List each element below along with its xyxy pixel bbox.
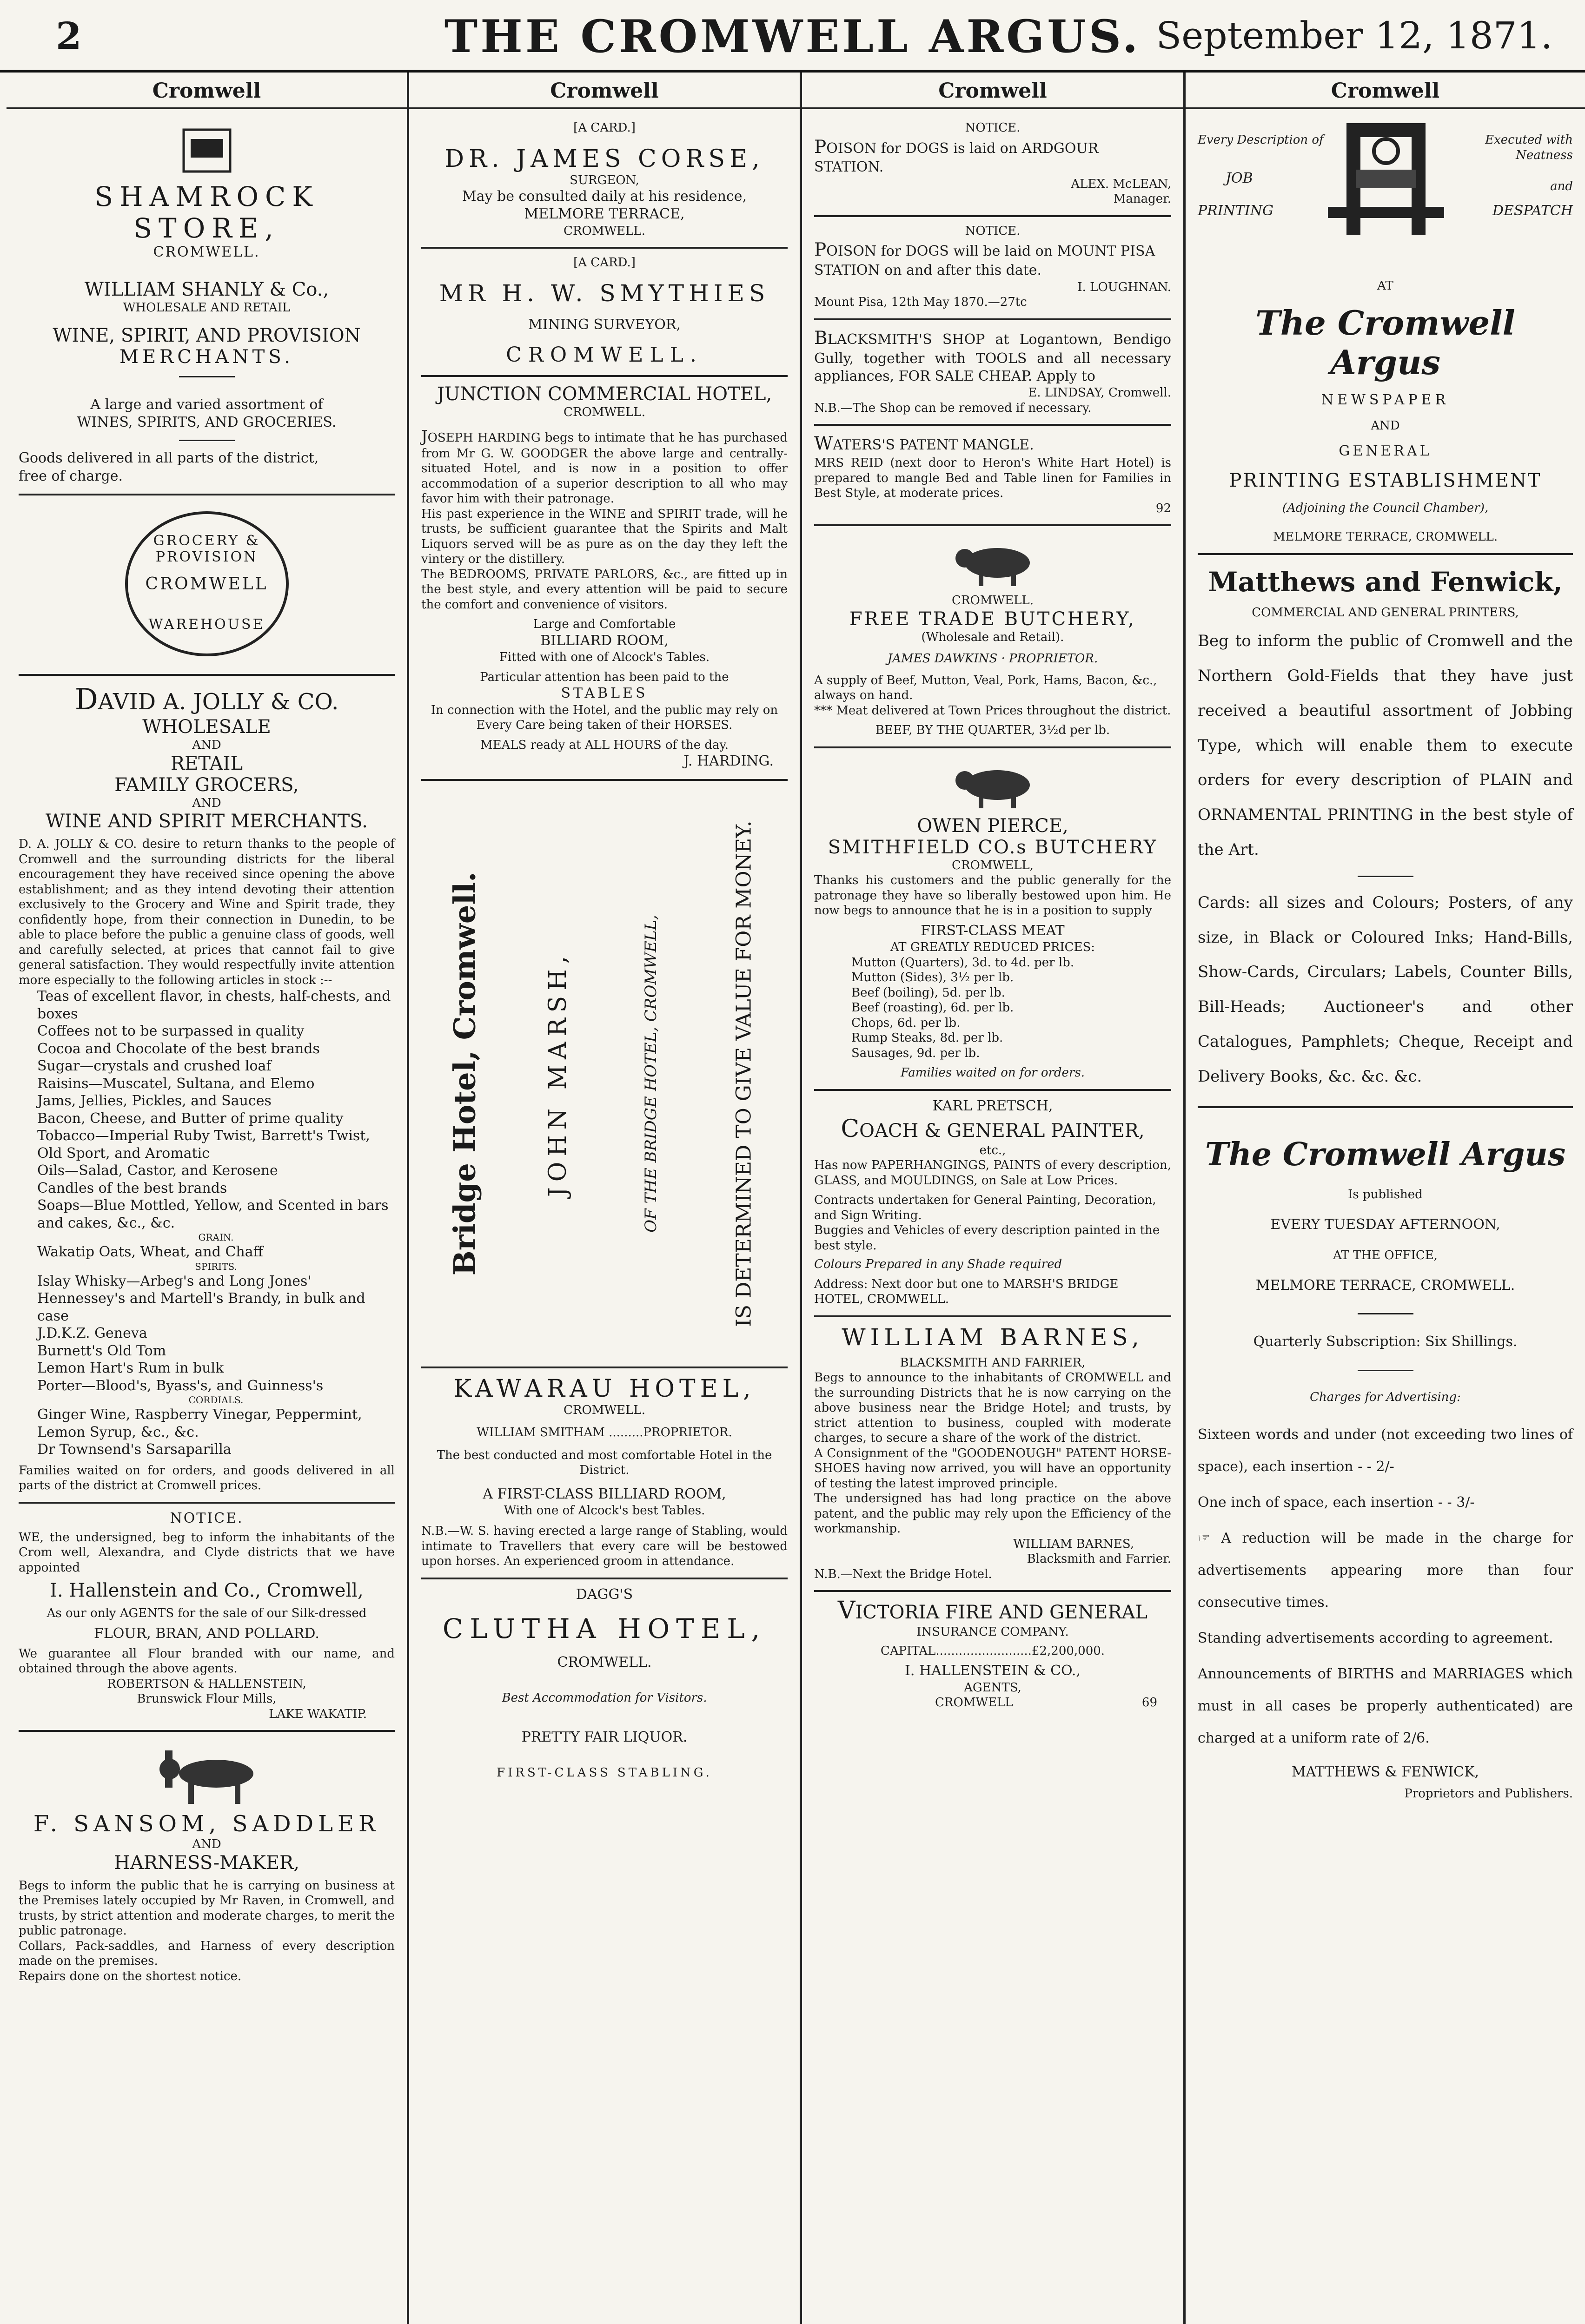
jp-paper: The Cromwell Argus bbox=[1255, 303, 1515, 382]
list-item: Soaps—Blue Mottled, Yellow, and Scented in bars and cakes, &c., &c. bbox=[37, 1197, 389, 1231]
ftb-p3: BEEF, BY THE QUARTER, 3½d per lb. bbox=[875, 723, 1110, 738]
vic-agent: I. HALLENSTEIN & CO., bbox=[905, 1663, 1081, 1679]
junction-l4: Particular attention has been paid to the bbox=[480, 670, 729, 684]
clutha-liq: PRETTY FAIR LIQUOR. bbox=[521, 1729, 688, 1746]
kawarau-p1: The best conducted and most comfortable Hotel in the District. bbox=[437, 1448, 772, 1478]
mf-title: Matthews and Fenwick, bbox=[1208, 566, 1563, 598]
poison1-head: NOTICE. bbox=[965, 121, 1021, 135]
price-row: Rump Steaks, 8d. per lb. bbox=[851, 1031, 1003, 1045]
page-number: 2 bbox=[56, 14, 82, 58]
price-row: Beef (boiling), 5d. per lb. bbox=[851, 985, 1005, 1000]
poison2-head: NOTICE. bbox=[965, 224, 1021, 238]
pretsch-title: COACH & GENERAL PAINTER, bbox=[841, 1115, 1145, 1143]
notice-body3: We guarantee all Flour branded with our name, and obtained through the above agents. bbox=[19, 1646, 395, 1676]
barnes-p1: Begs to announce to the inhabitants of CROMWELL and the surrounding Districts that he is now carrying on the above business near the Bridge Hotel; and trusts, by strict attention to business, coupled with moderate charges, to secure a share of the work of the district. bbox=[814, 1371, 1171, 1446]
barnes-ad bbox=[814, 1317, 1171, 1592]
jp-est: PRINTING ESTABLISHMENT bbox=[1229, 469, 1542, 491]
sf-meat: FIRST-CLASS MEAT bbox=[921, 922, 1065, 939]
list-item: Cocoa and Chocolate of the best brands bbox=[37, 1040, 320, 1057]
column-4-head: Cromwell bbox=[1186, 73, 1585, 109]
clutha-stab: FIRST-CLASS STABLING. bbox=[497, 1765, 712, 1780]
price-list bbox=[814, 955, 1171, 1061]
bs-nb: N.B.—The Shop can be removed if necessary. bbox=[814, 401, 1092, 415]
stamp-bot: WAREHOUSE bbox=[148, 616, 265, 633]
divider bbox=[179, 440, 235, 441]
list-item: Tobacco—Imperial Ruby Twist, Barrett's Twist, Old Sport, and Aromatic bbox=[37, 1128, 370, 1162]
shamrock-desc1: A large and varied assortment of bbox=[90, 396, 323, 413]
printing-press-icon bbox=[1328, 114, 1449, 244]
price-row: Chops, 6d. per lb. bbox=[851, 1016, 961, 1030]
shamrock-sub: WHOLESALE AND RETAIL bbox=[123, 301, 291, 315]
jolly-t1: WHOLESALE bbox=[142, 716, 271, 738]
column-1-head: Cromwell bbox=[7, 73, 407, 109]
jp-r3: DESPATCH bbox=[1492, 203, 1573, 219]
junction-l5: STABLES bbox=[561, 685, 648, 702]
mangle-ad bbox=[814, 426, 1171, 526]
divider bbox=[1358, 1313, 1413, 1314]
corse-addr: MELMORE TERRACE, bbox=[524, 206, 685, 223]
clutha-town: CROMWELL. bbox=[557, 1654, 652, 1671]
jolly-ad bbox=[19, 676, 395, 1504]
corse-town: CROMWELL. bbox=[564, 224, 645, 238]
junction-l8: MEALS ready at ALL HOURS of the day. bbox=[480, 738, 729, 752]
list-item: Wakatip Oats, Wheat, and Chaff bbox=[37, 1244, 263, 1261]
sansom-body: Begs to inform the public that he is carrying on business at the Premises lately occupied by Mr Raven, in Cromwell, and trusts, by strict attention and moderate charges, to merit the public patronage. bbox=[19, 1878, 395, 1938]
ox-icon bbox=[946, 759, 1039, 811]
corse-card bbox=[421, 114, 788, 249]
barnes-sign: WILLIAM BARNES, bbox=[1013, 1537, 1134, 1551]
clutha-acc: Best Accommodation for Visitors. bbox=[502, 1690, 707, 1705]
junction-l6: In connection with the Hotel, and the public may rely on bbox=[431, 703, 778, 717]
list-item: Teas of excellent flavor, in chests, half-chests, and boxes bbox=[37, 988, 391, 1022]
kawarau-hotel-ad bbox=[421, 1368, 788, 1579]
ftb-town: CROMWELL. bbox=[952, 594, 1034, 608]
list-item: Sugar—crystals and crushed loaf bbox=[37, 1058, 272, 1075]
vic-sub: INSURANCE COMPANY. bbox=[916, 1625, 1069, 1639]
vic-town: CROMWELL bbox=[935, 1696, 1013, 1710]
poison2-date: Mount Pisa, 12th May 1870.—27tc bbox=[814, 295, 1027, 310]
divider bbox=[179, 376, 235, 377]
junction-p3: The BEDROOMS, PRIVATE PARLORS, &c., are fitted up in the best style, and every attention will be paid to secure the comfort and convenience of visitors. bbox=[421, 567, 788, 612]
junction-town: CROMWELL. bbox=[564, 405, 645, 420]
kawarau-p2: A FIRST-CLASS BILLIARD ROOM, bbox=[483, 1486, 726, 1502]
argus-charges: Charges for Advertising: bbox=[1310, 1390, 1461, 1404]
clutha-dagg: DAGG'S bbox=[576, 1586, 633, 1603]
argus-sign: MATTHEWS & FENWICK, bbox=[1291, 1764, 1479, 1781]
poison1-name: ALEX. McLEAN, bbox=[1071, 177, 1171, 191]
jolly-t3: RETAIL bbox=[170, 753, 243, 774]
kawarau-title: KAWARAU HOTEL, bbox=[453, 1374, 756, 1403]
pretsch-ad bbox=[814, 1091, 1171, 1317]
list-item: Raisins—Muscatel, Sultana, and Elemo bbox=[37, 1075, 315, 1092]
kawarau-prop: WILLIAM SMITHAM .........PROPRIETOR. bbox=[477, 1426, 732, 1440]
poison1-title: Manager. bbox=[1113, 192, 1171, 206]
stamp-mid: CROMWELL bbox=[145, 574, 268, 594]
smithfield-butchery-ad bbox=[814, 748, 1171, 1091]
price-row: Sausages, 9d. per lb. bbox=[851, 1046, 980, 1060]
junction-l7: Every Care being taken of their HORSES. bbox=[476, 718, 733, 733]
column-2-head: Cromwell bbox=[409, 73, 800, 109]
argus-at: AT THE OFFICE, bbox=[1333, 1248, 1438, 1262]
horse-icon bbox=[146, 1741, 267, 1806]
vic-num: 69 bbox=[1141, 1696, 1157, 1710]
argus-when: EVERY TUESDAY AFTERNOON, bbox=[1270, 1216, 1500, 1233]
corse-title: SURGEON, bbox=[570, 173, 639, 187]
list-item: Bacon, Cheese, and Butter of prime quality bbox=[37, 1110, 344, 1127]
poison-ardgour bbox=[814, 114, 1171, 217]
barnes-trade: BLACKSMITH AND FARRIER, bbox=[900, 1355, 1086, 1370]
junction-p1: JOSEPH HARDING begs to intimate that he has purchased from Mr G. W. GOODGER the above large and centrally-situated Hotel, and is now in a position to offer accommodation of a superior description to all who may favor him with their patronage. bbox=[421, 427, 788, 506]
printing-establishment-ad bbox=[1198, 272, 1573, 555]
vic-agents: AGENTS, bbox=[964, 1680, 1021, 1695]
jolly-footer: Families waited on for orders, and goods delivered in all parts of the district at Cromwell prices. bbox=[19, 1463, 395, 1493]
bs-sign: E. LINDSAY, Cromwell. bbox=[1028, 386, 1171, 400]
corse-card-label: [A CARD.] bbox=[573, 121, 636, 135]
ox-icon bbox=[946, 537, 1039, 588]
bridge-hotel-ad bbox=[421, 781, 788, 1368]
argus-c4: Standing advertisements according to agreement. bbox=[1198, 1630, 1553, 1647]
poison1-text: POISON for DOGS is laid on ARDGOUR STATION. bbox=[814, 136, 1099, 176]
argus-c5: Announcements of BIRTHS and MARRIAGES which must in all cases be properly authenticated) are charged at a uniform rate of 2/6. bbox=[1198, 1666, 1573, 1747]
price-row: Mutton (Quarters), 3d. to 4d. per lb. bbox=[851, 955, 1074, 970]
sansom-body2: Collars, Pack-saddles, and Harness of every description made on the premises. bbox=[19, 1939, 395, 1968]
jolly-body: D. A. JOLLY & CO. desire to return thanks to the people of Cromwell and the surrounding districts for the liberal encouragement they have received since opening the above establishment; and as they intend devoting their attention exclusively to the Grocery and Wine and Spirit trade, they confidently hope, from their connection in Dunedin, to be able to place before the public a genuine class of goods, well and carefully selected, at prices that cannot fail to give general satisfaction. They would respectfully invite attention more especially to the following articles in stock :-- bbox=[19, 837, 395, 987]
sf-title: SMITHFIELD CO.s BUTCHERY bbox=[828, 836, 1158, 858]
bs-text: BLACKSMITH'S SHOP at Logantown, Bendigo Gully, together with TOOLS and all necessary appliances, FOR SALE CHEAP. Apply to bbox=[814, 327, 1171, 384]
mf-p1: Beg to inform the public of Cromwell and the Northern Gold-Fields that they have just received a beautiful assortment of Jobbing Type, which will enable them to execute orders for every description of PLAIN and ORNAMENTAL PRINTING in the best style of the Art. bbox=[1198, 632, 1573, 859]
smythies-title: MINING SURVEYOR, bbox=[528, 316, 681, 333]
list-item: Lemon Hart's Rum in bulk bbox=[37, 1360, 224, 1377]
jp-adj: (Adjoining the Council Chamber), bbox=[1282, 501, 1489, 515]
column-3 bbox=[802, 73, 1186, 2324]
list-item: Hennessey's and Martell's Brandy, in bulk and case bbox=[37, 1290, 365, 1324]
mf-sub: COMMERCIAL AND GENERAL PRINTERS, bbox=[1252, 605, 1519, 620]
list-item: Islay Whisky—Arbeg's and Long Jones' bbox=[37, 1273, 312, 1289]
warehouse-stamp bbox=[125, 511, 289, 656]
divider bbox=[1358, 876, 1413, 877]
jolly-t4: FAMILY GROCERS, bbox=[114, 774, 299, 796]
list-item: J.D.K.Z. Geneva bbox=[37, 1325, 147, 1342]
ftb-sub: (Wholesale and Retail). bbox=[921, 630, 1064, 644]
jp-news: NEWSPAPER bbox=[1321, 391, 1450, 408]
list-item: Candles of the best brands bbox=[37, 1180, 227, 1196]
shamrock-title: SHAMROCK STORE, bbox=[94, 181, 319, 244]
issue-date: September 12, 1871. bbox=[1156, 14, 1552, 57]
corse-text: May be consulted daily at his residence, bbox=[462, 188, 747, 205]
vic-cap: CAPITAL.........................£2,200,000. bbox=[880, 1644, 1105, 1658]
argus-pub: Is published bbox=[1348, 1187, 1423, 1202]
jp-addr: MELMORE TERRACE, CROMWELL. bbox=[1273, 530, 1498, 544]
notice-goods: FLOUR, BRAN, AND POLLARD. bbox=[94, 1625, 319, 1642]
junction-title: JUNCTION COMMERCIAL HOTEL, bbox=[437, 383, 772, 405]
bridge-v1: Bridge Hotel, Cromwell. bbox=[447, 872, 483, 1275]
column-3-head: Cromwell bbox=[802, 73, 1183, 109]
sansom-body3: Repairs done on the shortest notice. bbox=[19, 1969, 242, 1983]
smythies-town: CROMWELL. bbox=[506, 343, 703, 367]
column-4 bbox=[1186, 73, 1585, 2324]
sf-at: AT GREATLY REDUCED PRICES: bbox=[890, 940, 1095, 955]
pretsch-name: KARL PRETSCH, bbox=[932, 1097, 1053, 1114]
notice-body2: As our only AGENTS for the sale of our Silk-dressed bbox=[46, 1606, 367, 1621]
poison2-text: POISON for DOGS will be laid on MOUNT PISA STATION on and after this date. bbox=[814, 239, 1155, 279]
jp-l2: JOB bbox=[1226, 170, 1253, 186]
argus-props: Proprietors and Publishers. bbox=[1404, 1786, 1573, 1801]
ftb-p1: A supply of Beef, Mutton, Veal, Pork, Hams, Bacon, &c., always on hand. bbox=[814, 673, 1157, 703]
jp-gen: GENERAL bbox=[1339, 443, 1432, 460]
junction-l1: Large and Comfortable bbox=[533, 617, 676, 632]
argus-title: The Cromwell Argus bbox=[1205, 1136, 1566, 1173]
notice-place: LAKE WAKATIP. bbox=[269, 1707, 367, 1721]
sf-owner: OWEN PIERCE, bbox=[917, 815, 1068, 837]
shamrock-desc2: WINES, SPIRITS, AND GROCERIES. bbox=[77, 414, 337, 430]
jolly-items bbox=[19, 988, 395, 1459]
column-2 bbox=[409, 73, 802, 2324]
mf-p2: Cards: all sizes and Colours; Posters, of any size, in Black or Coloured Inks; Hand-Bills, Show-Cards, Circulars; Labels, Counter Bills, Bill-Heads; Auctioneer's and other Catalogues, Pamphlets; Cheque, Receipt and Delivery Books, &c. &c. &c. bbox=[1198, 893, 1573, 1086]
list-item: Oils—Salad, Castor, and Kerosene bbox=[37, 1162, 278, 1179]
barnes-p2: A Consignment of the "GOODENOUGH" PATENT HORSE-SHOES having now arrived, you will have an opportunity of testing the latest improved principle. bbox=[814, 1446, 1171, 1491]
shamrock-store-ad bbox=[19, 114, 395, 495]
clutha-hotel-ad bbox=[421, 1579, 788, 1780]
jolly-t6: WINE AND SPIRIT MERCHANTS. bbox=[46, 811, 368, 832]
jp-r1: Executed with Neatness bbox=[1485, 133, 1573, 162]
crate-icon bbox=[174, 125, 239, 176]
blacksmith-shop-ad bbox=[814, 320, 1171, 426]
sansom-ad bbox=[19, 1732, 395, 1984]
pretsch-p1: Has now PAPERHANGINGS, PAINTS of every description, GLASS, and MOULDINGS, on Sale at Low Prices. bbox=[814, 1158, 1171, 1188]
newspaper-title: THE CROMWELL ARGUS. bbox=[444, 10, 1141, 63]
poison-mount-pisa bbox=[814, 217, 1171, 320]
job-printing-block bbox=[1198, 114, 1573, 272]
junction-hotel-ad bbox=[421, 377, 788, 780]
sf-town: CROMWELL, bbox=[952, 858, 1034, 872]
jp-and: AND bbox=[1371, 418, 1400, 433]
victoria-insurance-ad bbox=[814, 1592, 1171, 1710]
barnes-nb: N.B.—Next the Bridge Hotel. bbox=[814, 1567, 992, 1581]
list-item: Porter—Blood's, Byass's, and Guinness's bbox=[37, 1377, 324, 1394]
smythies-name: MR H. W. SMYTHIES bbox=[439, 279, 770, 307]
shamrock-line2: MERCHANTS. bbox=[119, 346, 294, 368]
bridge-v2: JOHN MARSH, bbox=[544, 950, 572, 1197]
column-1 bbox=[0, 73, 409, 2324]
notice-head: NOTICE. bbox=[170, 1510, 244, 1526]
vic-foot bbox=[814, 1695, 1171, 1710]
argus-addr: MELMORE TERRACE, CROMWELL. bbox=[1255, 1277, 1515, 1294]
shamrock-line1: WINE, SPIRIT, AND PROVISION bbox=[53, 324, 361, 346]
jp-at: AT bbox=[1377, 279, 1393, 293]
jolly-t2: AND bbox=[192, 738, 221, 753]
junction-l3: Fitted with one of Alcock's Tables. bbox=[499, 650, 710, 665]
list-item: Ginger Wine, Raspberry Vinegar, Peppermint, Lemon Syrup, &c., &c. bbox=[37, 1406, 362, 1440]
argus-c1: Sixteen words and under (not exceeding two lines of space), each insertion - - 2/- bbox=[1198, 1426, 1573, 1475]
list-item: Coffees not to be surpassed in quality bbox=[37, 1023, 305, 1040]
ftb-prop: JAMES DAWKINS · PROPRIETOR. bbox=[887, 652, 1098, 666]
mangle-num: 92 bbox=[1155, 501, 1171, 515]
shamrock-note2: free of charge. bbox=[19, 468, 123, 484]
jolly-title: DAVID A. JOLLY & CO. bbox=[74, 682, 339, 717]
sansom-title: F. SANSOM, SADDLER bbox=[33, 1811, 380, 1837]
free-trade-butchery-ad bbox=[814, 526, 1171, 748]
list-item: Burnett's Old Tom bbox=[37, 1342, 166, 1359]
argus-c3: ☞ A reduction will be made in the charge for advertisements appearing more than four consecutive times. bbox=[1198, 1530, 1573, 1611]
pretsch-etc: etc., bbox=[979, 1143, 1006, 1157]
stamp-block bbox=[19, 495, 395, 676]
flour-notice bbox=[19, 1504, 395, 1732]
barnes-p3: The undersigned has had long practice on the above patent, and the public may rely upon the Efficiency of the workmanship. bbox=[814, 1492, 1171, 1536]
shamrock-firm: WILLIAM SHANLY & Co., bbox=[84, 279, 329, 300]
list-item: Jams, Jellies, Pickles, and Sauces bbox=[37, 1093, 272, 1109]
junction-p2: His past experience in the WINE and SPIRIT trade, will he trusts, be sufficient guarantee that the Spirits and Malt Liquors served will be as pure as on the day they left the vintery or the distillery. bbox=[421, 507, 788, 567]
junction-sign: J. HARDING. bbox=[683, 753, 774, 770]
mangle-text: MRS REID (next door to Heron's White Hart Hotel) is prepared to mangle Bed and Table linen for Families in Best Style, at moderate prices. bbox=[814, 456, 1171, 501]
argus-info bbox=[1198, 1108, 1573, 1802]
notice-sign: ROBERTSON & HALLENSTEIN, bbox=[107, 1677, 306, 1691]
smythies-card-label: [A CARD.] bbox=[573, 256, 636, 270]
jp-r2: and bbox=[1550, 179, 1573, 193]
sf-foot: Families waited on for orders. bbox=[901, 1066, 1085, 1080]
argus-sub: Quarterly Subscription: Six Shillings. bbox=[1253, 1334, 1518, 1350]
notice-mills: Brunswick Flour Mills, bbox=[137, 1692, 277, 1706]
bridge-v4: IS DETERMINED TO GIVE VALUE FOR MONEY. bbox=[732, 820, 756, 1327]
divider bbox=[1358, 1370, 1413, 1371]
stamp-top: GROCERY & PROVISION bbox=[153, 533, 260, 566]
barnes-sign2: Blacksmith and Farrier. bbox=[1027, 1552, 1171, 1566]
sf-p1: Thanks his customers and the public generally for the patronage they have so liberally bestowed upon him. He now begs to announce that he is in a position to supply bbox=[814, 873, 1171, 918]
sansom-and: AND bbox=[192, 1837, 221, 1852]
spirits-head: SPIRITS. bbox=[195, 1261, 237, 1272]
notice-firm: I. Hallenstein and Co., Cromwell, bbox=[50, 1580, 364, 1602]
poison2-name: I. LOUGHNAN. bbox=[1077, 280, 1171, 294]
barnes-title: WILLIAM BARNES, bbox=[842, 1323, 1144, 1351]
shamrock-note1: Goods delivered in all parts of the district, bbox=[19, 450, 319, 467]
price-row: Mutton (Sides), 3½ per lb. bbox=[851, 971, 1014, 985]
grain-head: GRAIN. bbox=[198, 1232, 234, 1243]
masthead bbox=[0, 0, 1585, 73]
vic-title: VICTORIA FIRE AND GENERAL bbox=[837, 1597, 1148, 1625]
corse-name: DR. JAMES CORSE, bbox=[444, 145, 764, 173]
cordials-head: CORDIALS. bbox=[188, 1394, 244, 1406]
pretsch-p4: Colours Prepared in any Shade required bbox=[814, 1257, 1062, 1272]
kawarau-p3: With one of Alcock's best Tables. bbox=[504, 1503, 705, 1518]
argus-c2: One inch of space, each insertion - - 3/- bbox=[1198, 1494, 1475, 1511]
ftb-title: FREE TRADE BUTCHERY, bbox=[849, 608, 1136, 630]
pretsch-p5: Address: Next door but one to MARSH'S BRIDGE HOTEL, CROMWELL. bbox=[814, 1277, 1119, 1307]
ftb-p2: *** Meat delivered at Town Prices throughout the district. bbox=[814, 703, 1171, 718]
jp-l1: Every Description of bbox=[1198, 133, 1324, 147]
shamrock-town: CROMWELL. bbox=[153, 244, 260, 260]
jp-l3: PRINTING bbox=[1198, 203, 1273, 219]
pretsch-p2: Contracts undertaken for General Painting, Decoration, and Sign Writing. bbox=[814, 1193, 1156, 1222]
sansom-trade: HARNESS-MAKER, bbox=[114, 1852, 299, 1874]
pretsch-p3: Buggies and Vehicles of every description painted in the best style. bbox=[814, 1223, 1160, 1253]
clutha-title: CLUTHA HOTEL, bbox=[442, 1613, 767, 1645]
mangle-title: WATERS'S PATENT MANGLE. bbox=[814, 433, 1034, 455]
jolly-t5: AND bbox=[192, 796, 221, 810]
smythies-card bbox=[421, 249, 788, 377]
price-row: Beef (roasting), 6d. per lb. bbox=[851, 1001, 1014, 1015]
kawarau-town: CROMWELL. bbox=[564, 1403, 645, 1417]
kawarau-p4: N.B.—W. S. having erected a large range of Stabling, would intimate to Travellers that every care will be bestowed upon horses. An experienced groom in attendance. bbox=[421, 1524, 788, 1569]
matthews-fenwick-ad bbox=[1198, 555, 1573, 1108]
list-item: Dr Townsend's Sarsaparilla bbox=[37, 1441, 232, 1458]
bridge-v3: OF THE BRIDGE HOTEL, CROMWELL, bbox=[642, 914, 660, 1233]
junction-l2: BILLIARD ROOM, bbox=[540, 632, 669, 649]
notice-body1: WE, the undersigned, beg to inform the inhabitants of the Crom well, Alexandra, and Clyde districts that we have appointed bbox=[19, 1530, 395, 1575]
